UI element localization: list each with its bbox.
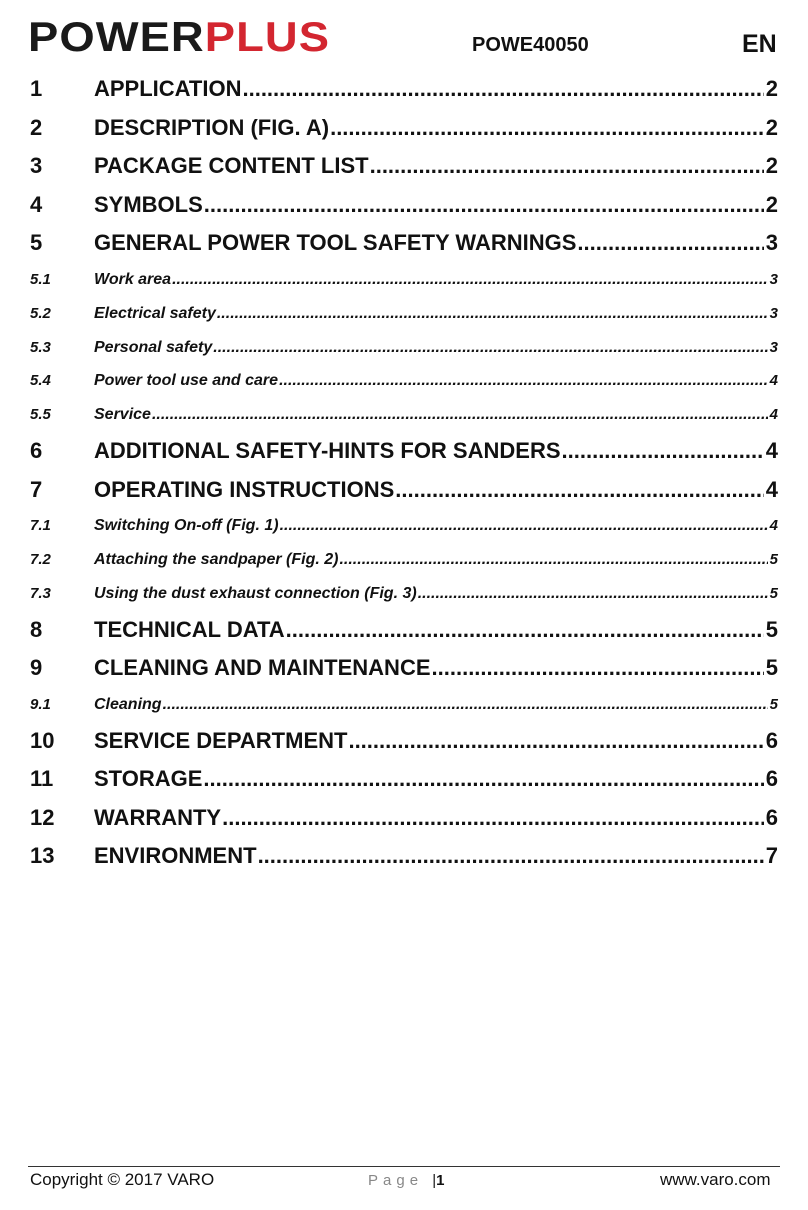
copyright-text: Copyright © 2017 VARO	[30, 1170, 215, 1189]
toc-section-entry[interactable]	[30, 147, 778, 186]
toc-section-entry[interactable]	[30, 109, 778, 148]
toc-entry-page: 4	[765, 476, 778, 502]
toc-entry-page: 7	[765, 843, 778, 869]
toc-dot-leader	[279, 364, 768, 398]
toc-entry-title: DESCRIPTION (FIG. A)	[94, 114, 330, 140]
toc-entry-page: 2	[765, 191, 778, 217]
toc-entry-title: Electrical safety	[94, 304, 216, 322]
toc-dot-leader	[432, 649, 764, 688]
toc-entry-title: SERVICE DEPARTMENT	[94, 727, 348, 753]
toc-entry-title: Service	[94, 406, 151, 424]
toc-entry-page: 2	[765, 114, 778, 140]
toc-dot-leader	[370, 147, 764, 186]
toc-dot-leader	[286, 611, 764, 650]
toc-dot-leader	[213, 331, 767, 365]
toc-dot-leader	[163, 688, 768, 722]
toc-entry-title: WARRANTY	[94, 804, 222, 830]
toc-entry-title: Personal safety	[94, 338, 213, 356]
toc-entry-page: 4	[769, 406, 778, 424]
toc-entry-number: 5.5	[30, 406, 51, 424]
toc-subsection-entry[interactable]	[30, 398, 778, 432]
toc-entry-number: 8	[30, 616, 43, 642]
toc-entry-page: 3	[769, 270, 778, 288]
toc-entry-page: 5	[765, 655, 778, 681]
toc-dot-leader	[152, 398, 768, 432]
logo-part-plus: PLUS	[204, 13, 331, 60]
toc-entry-number: 7.3	[30, 584, 51, 602]
toc-entry-page: 5	[769, 584, 778, 602]
toc-entry-title: Switching On-off (Fig. 1)	[94, 517, 279, 535]
toc-entry-page: 3	[769, 304, 778, 322]
toc-entry-number: 5.3	[30, 338, 51, 356]
toc-subsection-entry[interactable]	[30, 364, 778, 398]
toc-entry-title: ADDITIONAL SAFETY-HINTS FOR SANDERS	[94, 437, 561, 463]
toc-entry-number: 7.2	[30, 550, 51, 568]
toc-section-entry[interactable]	[30, 70, 778, 109]
toc-entry-number: 9.1	[30, 695, 51, 713]
toc-entry-page: 2	[765, 153, 778, 179]
toc-entry-number: 13	[30, 843, 55, 869]
toc-subsection-entry[interactable]	[30, 331, 778, 365]
toc-entry-title: Power tool use and care	[94, 372, 279, 390]
toc-dot-leader	[258, 837, 764, 876]
toc-entry-title: STORAGE	[94, 766, 203, 792]
toc-section-entry[interactable]	[30, 722, 778, 761]
toc-entry-page: 6	[765, 727, 778, 753]
toc-entry-number: 7.1	[30, 517, 51, 535]
toc-entry-number: 10	[30, 727, 55, 753]
toc-dot-leader	[395, 471, 763, 510]
toc-dot-leader	[217, 297, 768, 331]
toc-subsection-entry[interactable]	[30, 688, 778, 722]
footer-divider	[28, 1166, 780, 1167]
language-code: EN	[742, 30, 777, 58]
toc-dot-leader	[242, 70, 763, 109]
toc-entry-number: 4	[30, 191, 43, 217]
brand-logo	[28, 14, 330, 60]
toc-entry-number: 5.4	[30, 372, 51, 390]
toc-entry-number: 11	[30, 766, 54, 792]
toc-entry-title: CLEANING AND MAINTENANCE	[94, 655, 431, 681]
toc-subsection-entry[interactable]	[30, 263, 778, 297]
toc-dot-leader	[204, 186, 764, 225]
toc-dot-leader	[203, 760, 763, 799]
toc-entry-page: 4	[765, 437, 778, 463]
toc-entry-title: PACKAGE CONTENT LIST	[94, 153, 369, 179]
toc-entry-number: 5	[30, 230, 43, 256]
toc-entry-title: Using the dust exhaust connection (Fig. 3)	[94, 584, 417, 602]
toc-entry-page: 5	[765, 616, 778, 642]
table-of-contents	[30, 70, 778, 876]
toc-entry-title: APPLICATION	[94, 76, 242, 101]
toc-section-entry[interactable]	[30, 224, 778, 263]
toc-entry-title: TECHNICAL DATA	[94, 616, 285, 642]
toc-section-entry[interactable]	[30, 799, 778, 838]
toc-entry-number: 6	[30, 437, 43, 463]
toc-dot-leader	[418, 577, 768, 611]
toc-entry-title: Attaching the sandpaper (Fig. 2)	[94, 550, 339, 568]
toc-entry-page: 4	[769, 372, 778, 390]
page-label: Page	[368, 1172, 424, 1189]
toc-entry-page: 5	[769, 695, 778, 713]
toc-entry-number: 9	[30, 655, 43, 681]
toc-entry-number: 3	[30, 153, 43, 179]
toc-section-entry[interactable]	[30, 611, 778, 650]
toc-subsection-entry[interactable]	[30, 543, 778, 577]
toc-entry-title: Cleaning	[94, 695, 162, 713]
website-link[interactable]: www.varo.com	[660, 1170, 771, 1189]
toc-entry-title: SYMBOLS	[94, 191, 203, 217]
toc-dot-leader	[348, 722, 763, 761]
toc-dot-leader	[562, 432, 764, 471]
toc-entry-number: 5.2	[30, 304, 51, 322]
toc-dot-leader	[280, 509, 768, 543]
toc-subsection-entry[interactable]	[30, 297, 778, 331]
toc-entry-page: 6	[765, 766, 778, 792]
toc-entry-number: 5.1	[30, 270, 51, 288]
toc-entry-page: 5	[769, 550, 778, 568]
toc-entry-number: 7	[30, 476, 43, 502]
toc-section-entry[interactable]	[30, 649, 778, 688]
toc-section-entry[interactable]	[30, 471, 778, 510]
toc-entry-number: 1	[30, 76, 43, 101]
toc-entry-title: ENVIRONMENT	[94, 843, 257, 869]
toc-dot-leader	[330, 109, 764, 148]
toc-dot-leader	[339, 543, 767, 577]
toc-section-entry[interactable]	[30, 760, 778, 799]
toc-dot-leader	[577, 224, 763, 263]
model-number: POWE40050	[472, 34, 589, 56]
toc-entry-title: OPERATING INSTRUCTIONS	[94, 476, 395, 502]
page-separator: |	[432, 1172, 437, 1189]
toc-entry-number: 12	[30, 804, 55, 830]
toc-entry-page: 3	[769, 338, 778, 356]
toc-dot-leader	[172, 263, 768, 297]
page-indicator	[368, 1172, 444, 1189]
toc-section-entry[interactable]	[30, 837, 778, 876]
toc-section-entry[interactable]	[30, 186, 778, 225]
logo-part-power: POWER	[28, 13, 205, 60]
toc-entry-title: GENERAL POWER TOOL SAFETY WARNINGS	[94, 230, 577, 256]
toc-dot-leader	[222, 799, 764, 838]
toc-entry-page: 3	[765, 230, 778, 256]
toc-subsection-entry[interactable]	[30, 509, 778, 543]
toc-entry-page: 2	[765, 76, 778, 101]
toc-entry-page: 6	[765, 804, 778, 830]
toc-entry-title: Work area	[94, 270, 172, 288]
toc-entry-page: 4	[769, 517, 778, 535]
toc-entry-number: 2	[30, 114, 43, 140]
page-header	[0, 0, 808, 70]
toc-section-entry[interactable]	[30, 432, 778, 471]
toc-subsection-entry[interactable]	[30, 577, 778, 611]
page-number: 1	[436, 1172, 445, 1189]
